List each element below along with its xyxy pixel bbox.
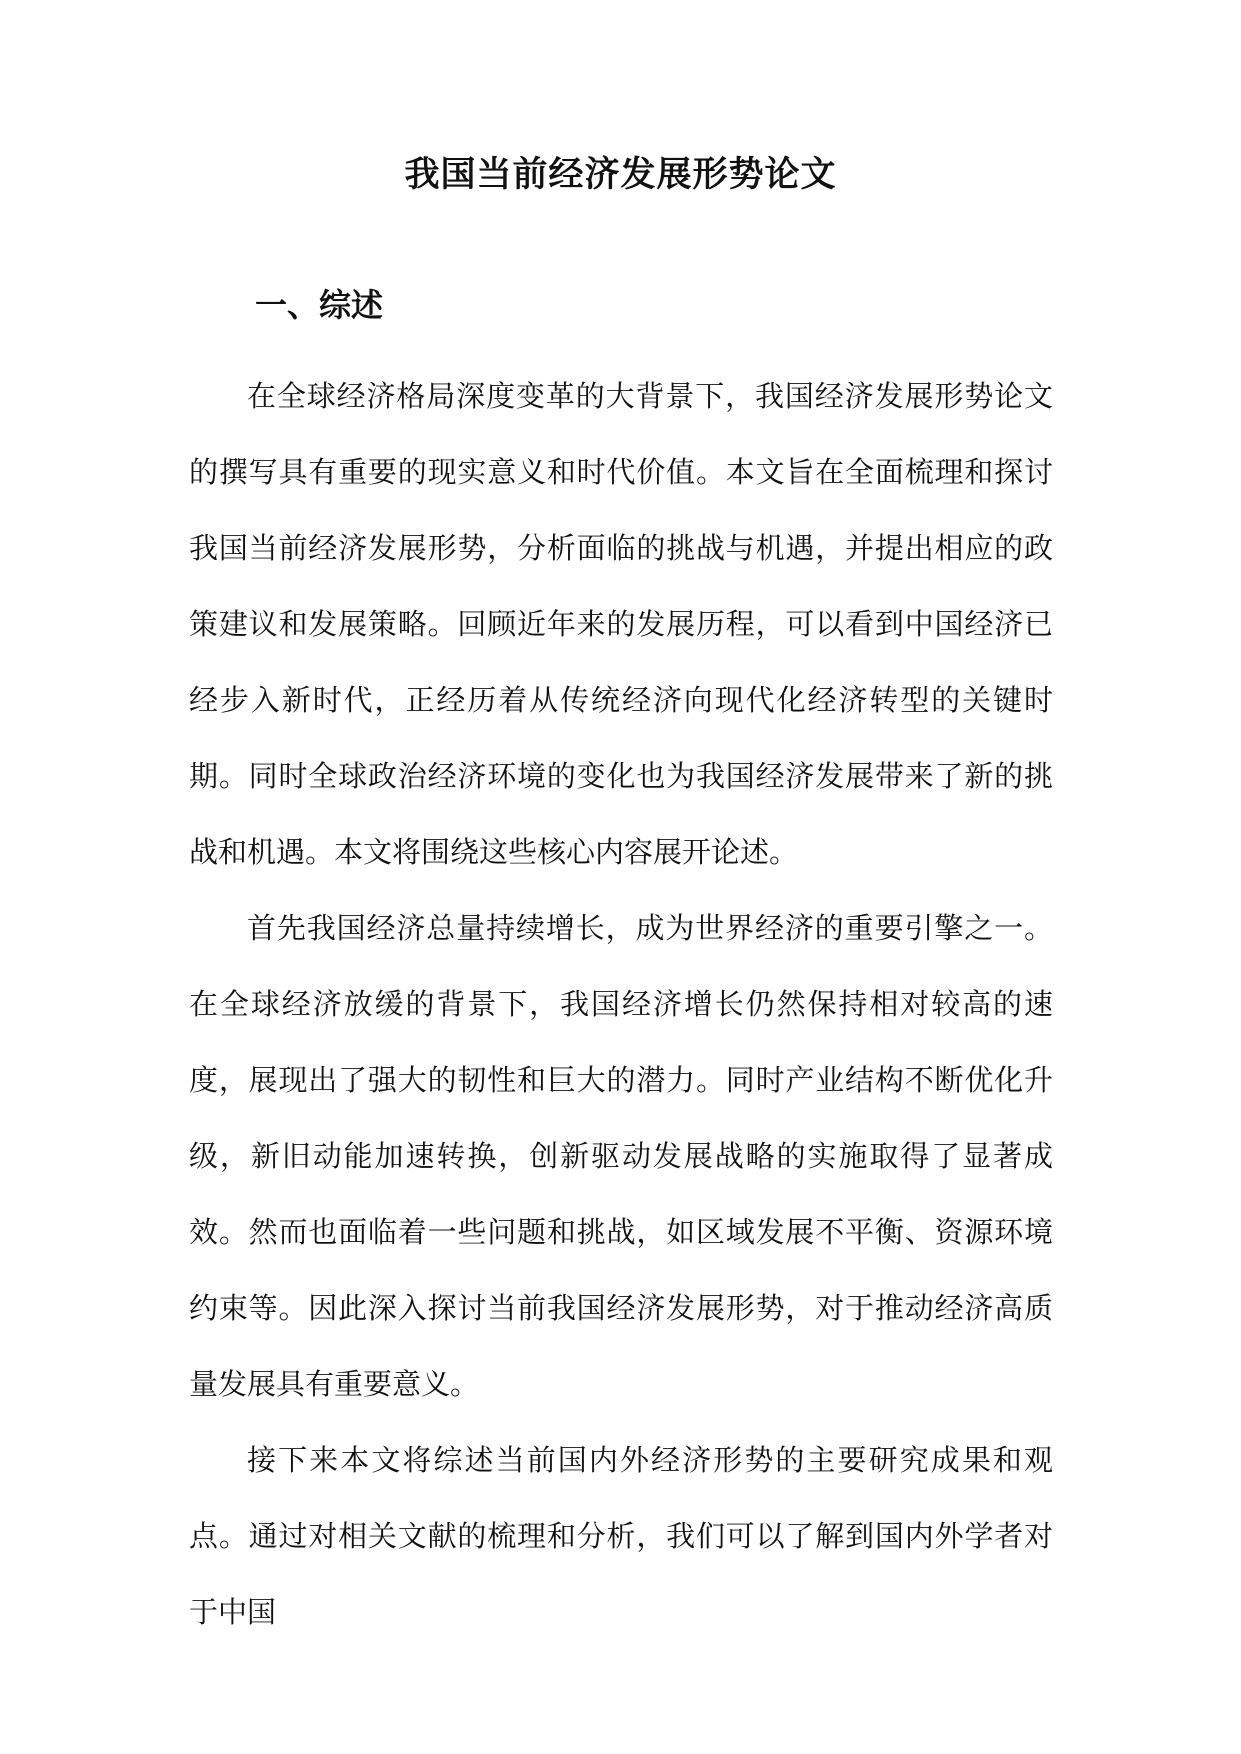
paragraph-2: 首先我国经济总量持续增长，成为世界经济的重要引擎之一。在全球经济放缓的背景下，我国经济增长仍然保持相对较高的速度，展现出了强大的韧性和巨大的潜力。同时产业结构不断优化升级，新旧动能加速转换，创新驱动发展战略的实施取得了显著成效。然而也面临着一些问题和挑战，如区域发展不平衡、资源环境约束等。因此深入探讨当前我国经济发展形势，对于推动经济高质量发展具有重要意义。: [189, 911, 1053, 1401]
section-heading: 一、综述: [255, 286, 384, 324]
document-body: [189, 358, 1053, 1650]
paragraph-1: 在全球经济格局深度变革的大背景下，我国经济发展形势论文的撰写具有重要的现实意义和时代价值。本文旨在全面梳理和探讨我国当前经济发展形势，分析面临的挑战与机遇，并提出相应的政策建议和发展策略。回顾近年来的发展历程，可以看到中国经济已经步入新时代，正经历着从传统经济向现代化经济转型的关键时期。同时全球政治经济环境的变化也为我国经济发展带来了新的挑战和机遇。本文将围绕这些核心内容展开论述。: [189, 379, 1053, 869]
document-title: 我国当前经济发展形势论文: [404, 154, 837, 195]
paragraph-3: 接下来本文将综述当前国内外经济形势的主要研究成果和观点。通过对相关文献的梳理和分析，我们可以了解到国内外学者对于中国: [189, 1443, 1053, 1629]
